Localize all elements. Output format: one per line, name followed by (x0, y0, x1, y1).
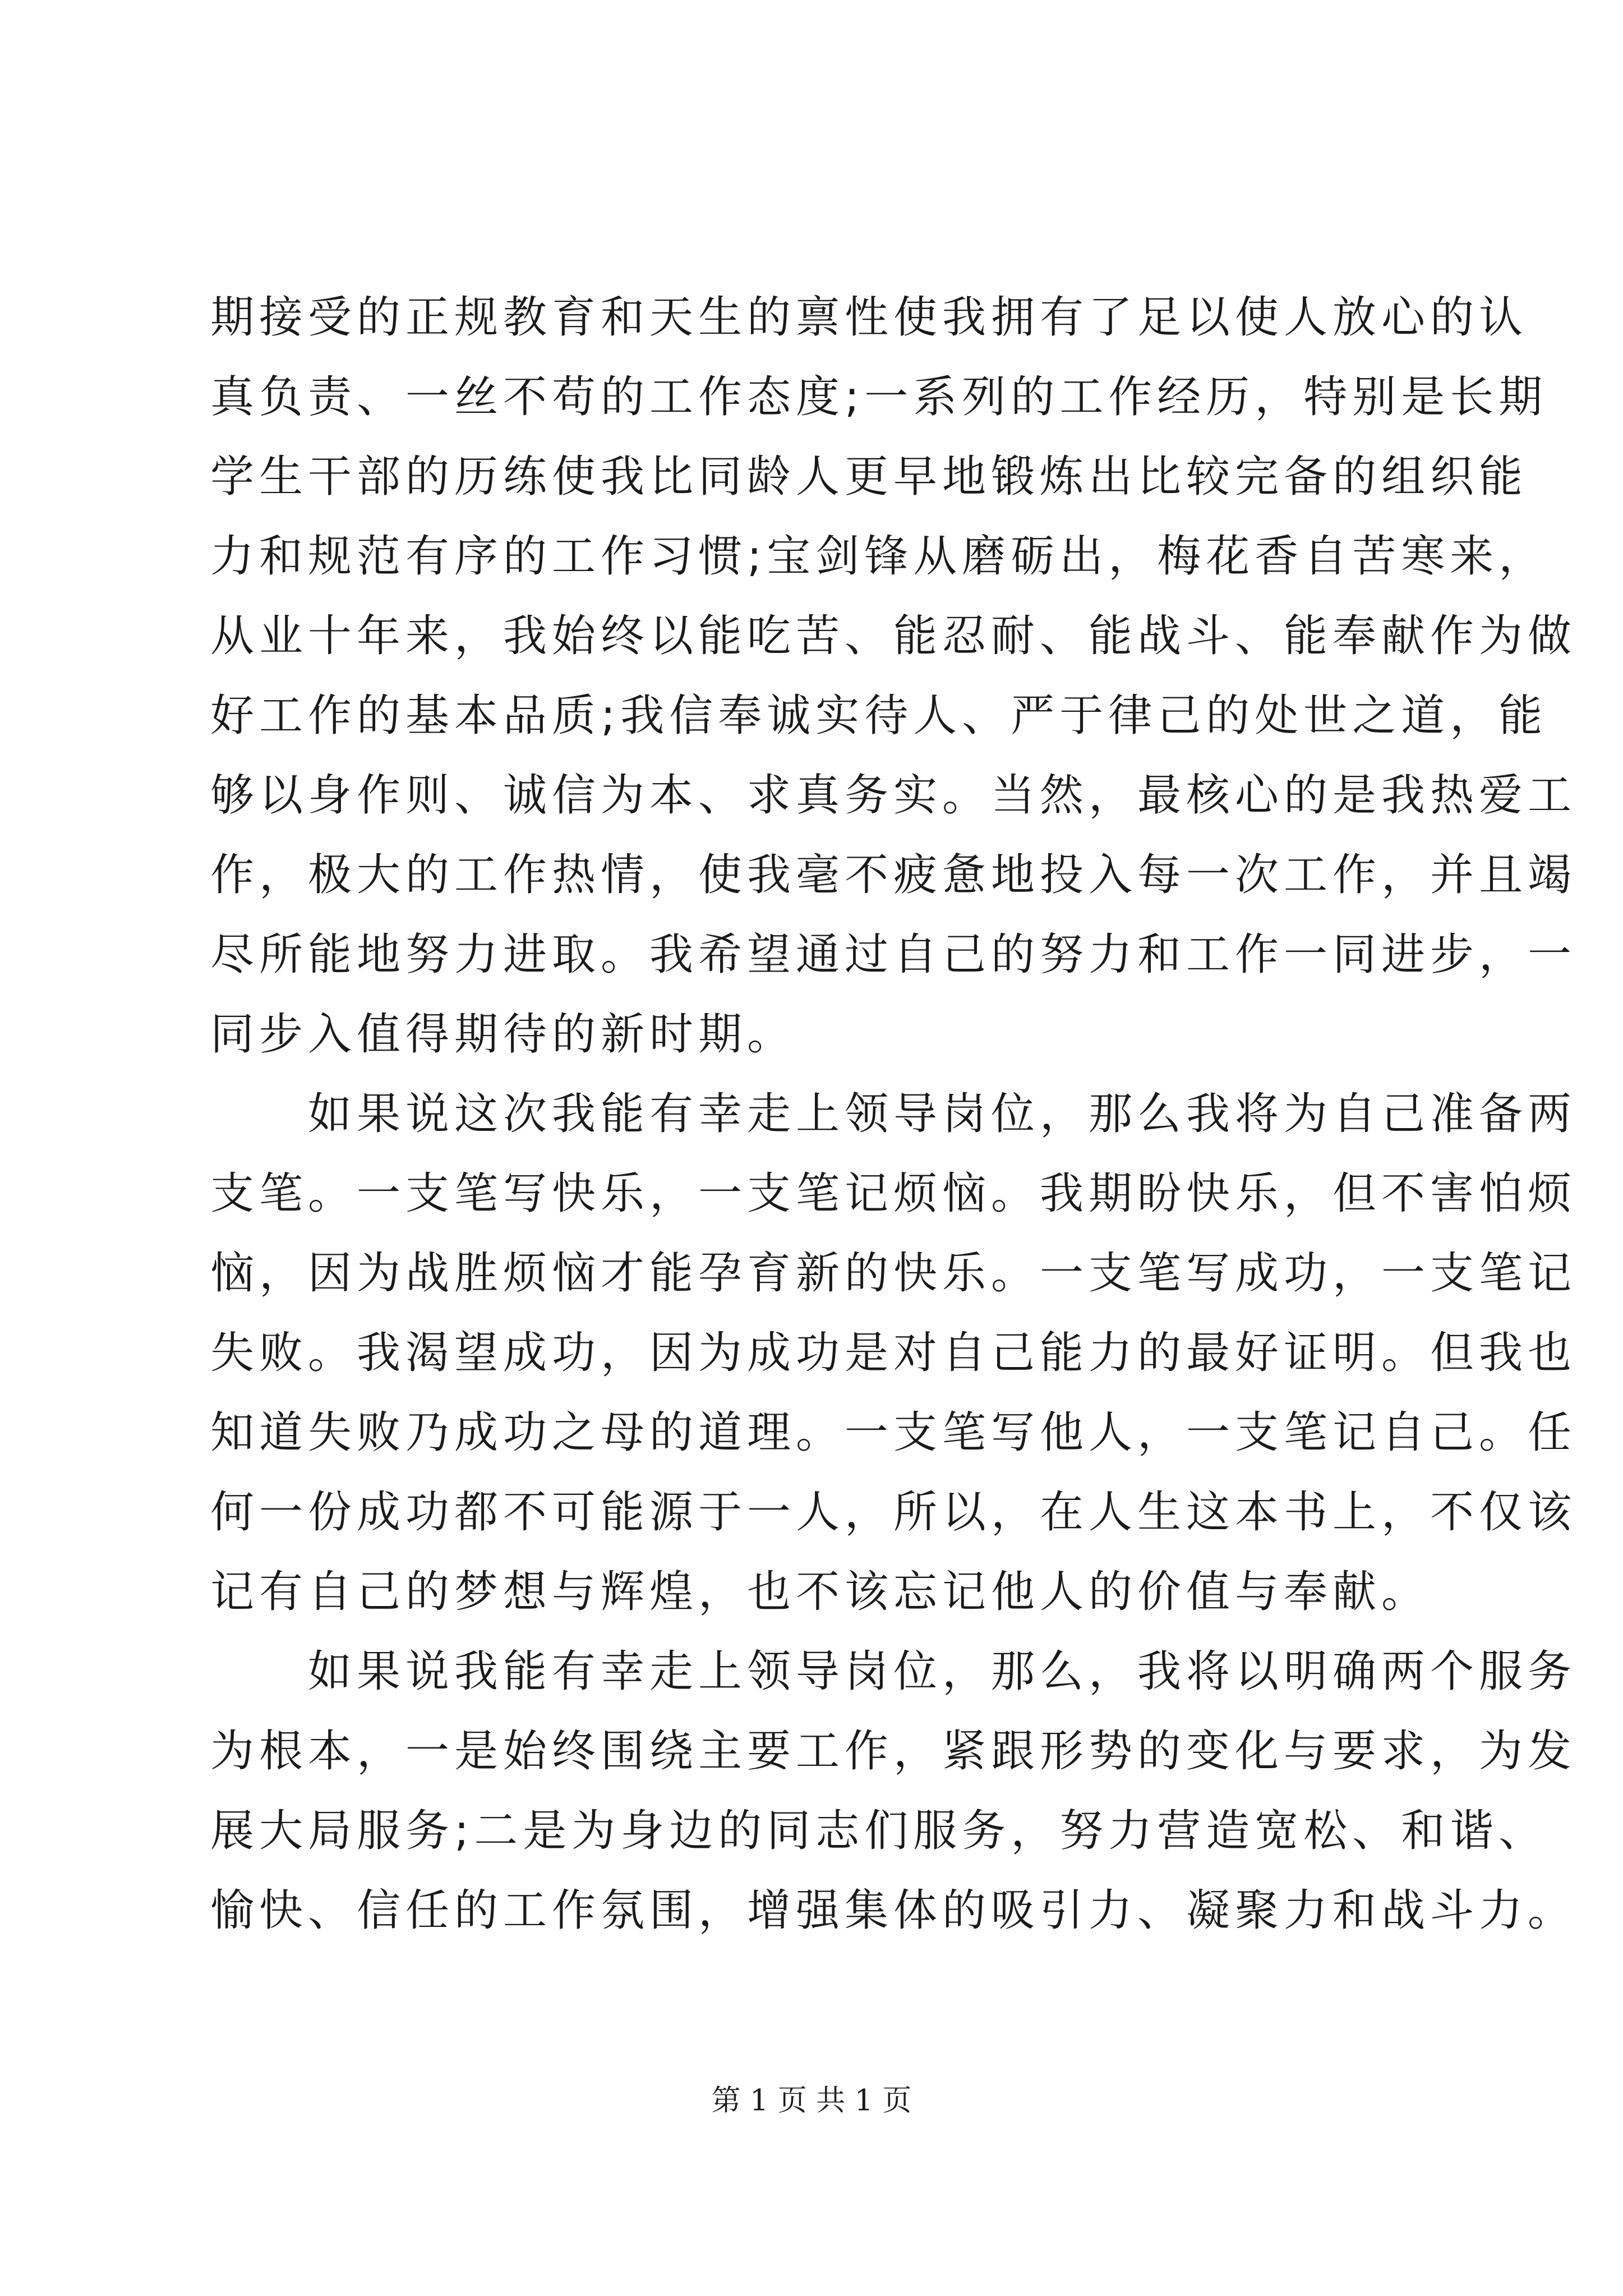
text-line: 从业十年来，我始终以能吃苦、能忍耐、能战斗、能奉献作为做 (210, 611, 1577, 661)
text-line: 知道失败乃成功之母的道理。一支笔写他人，一支笔记自己。任 (210, 1407, 1577, 1458)
text-line: 为根本，一是始终围绕主要工作，紧跟形势的变化与要求，为发 (210, 1726, 1577, 1777)
text-line: 同步入值得期待的新时期。 (210, 1009, 796, 1060)
text-line: 好工作的基本品质;我信奉诚实待人、严于律己的处世之道，能 (210, 691, 1548, 741)
text-line: 失败。我渴望成功，因为成功是对自己能力的最好证明。但我也 (210, 1328, 1577, 1378)
text-line: 够以身作则、诚信为本、求真务实。当然，最核心的是我热爱工 (210, 770, 1577, 821)
body-text (210, 278, 1577, 1950)
text-line: 作，极大的工作热情，使我毫不疲惫地投入每一次工作，并且竭 (210, 850, 1577, 900)
text-line: 愉快、信任的工作氛围，增强集体的吸引力、凝聚力和战斗力。 (210, 1885, 1577, 1936)
text-line: 展大局服务;二是为身边的同志们服务，努力营造宽松、和谐、 (210, 1806, 1548, 1856)
text-line: 支笔。一支笔写快乐，一支笔记烦恼。我期盼快乐，但不害怕烦 (210, 1168, 1577, 1219)
text-line: 学生干部的历练使我比同龄人更早地锻炼出比较完备的组织能 (210, 452, 1528, 502)
text-line: 如果说我能有幸走上领导岗位，那么，我将以明确两个服务 (210, 1646, 1577, 1697)
page-footer: 第 1 页 共 1 页 (711, 2084, 912, 2118)
text-line: 真负责、一丝不苟的工作态度;一系列的工作经历，特别是长期 (210, 372, 1548, 422)
text-line: 如果说这次我能有幸走上领导岗位，那么我将为自己准备两 (210, 1089, 1577, 1139)
text-line: 期接受的正规教育和天生的禀性使我拥有了足以使人放心的认 (210, 292, 1528, 343)
text-line: 何一份成功都不可能源于一人，所以，在人生这本书上，不仅该 (210, 1487, 1577, 1538)
text-line: 记有自己的梦想与辉煌，也不该忘记他人的价值与奉献。 (210, 1567, 1431, 1617)
text-line: 恼，因为战胜烦恼才能孕育新的快乐。一支笔写成功，一支笔记 (210, 1248, 1577, 1299)
text-line: 力和规范有序的工作习惯;宝剑锋从磨砺出，梅花香自苦寒来， (210, 531, 1548, 582)
text-line: 尽所能地努力进取。我希望通过自己的努力和工作一同进步，一 (210, 930, 1577, 980)
